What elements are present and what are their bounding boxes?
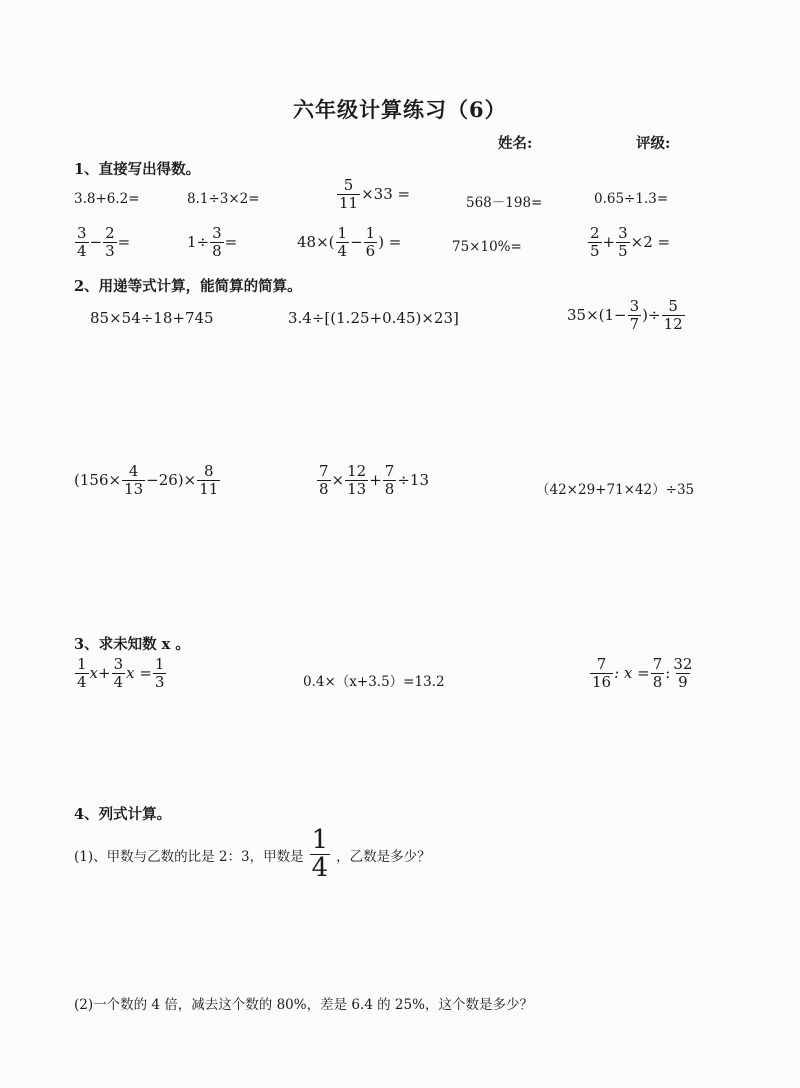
- section-4-title: 4、列式计算。: [74, 806, 172, 823]
- s1-item-7: 1÷ $\frac{3}{8}$ =: [187, 224, 238, 260]
- s2-expr-1: 85×54÷18+745: [90, 309, 214, 327]
- s4-problem-2: (2)一个数的 4 倍，减去这个数的 80%，差是 6.4 的 25%，这个数是多少？: [74, 997, 533, 1013]
- s3-expr-3: $\frac{7}{16}$ : x = $\frac{7}{8}$ : $\frac{32}{9}$: [592, 655, 693, 691]
- s1-item-6: $\frac{3}{4}$ − $\frac{2}{3}$ =: [77, 224, 131, 260]
- s1-item-5: 0.65÷1.3=: [594, 191, 669, 207]
- name-label: 姓名:: [498, 135, 533, 152]
- s2-expr-4: (156× $\frac{4}{13}$ −26)× $\frac{8}{11}$: [74, 462, 219, 498]
- s2-expr-3: 35×(1− $\frac{3}{7}$ )÷ $\frac{5}{12}$: [567, 297, 683, 333]
- s1-item-2: 8.1÷3×2=: [187, 191, 260, 207]
- page-title: 六年级计算练习（6）: [293, 97, 507, 122]
- section-1-title: 1、直接写出得数。: [74, 161, 201, 178]
- s3-expr-1: $\frac{1}{4}$ x+ $\frac{3}{4}$ x = $\frac{1}{3}$: [77, 655, 165, 691]
- s1-item-10: $\frac{2}{5}$ + $\frac{3}{5}$ ×2 =: [590, 224, 671, 260]
- s3-expr-2: 0.4×（x+3.5）=13.2: [303, 674, 445, 690]
- s1-item-3: $\frac{5}{11}$ ×33 =: [339, 176, 411, 212]
- fraction: $\frac{5}{11}$: [339, 176, 359, 212]
- grade-label: 评级:: [636, 135, 671, 152]
- s2-expr-2: 3.4÷[(1.25+0.45)×23]: [288, 309, 459, 327]
- section-2-title: 2、用递等式计算，能简算的简算。: [74, 278, 302, 295]
- s1-item-9: 75×10%=: [452, 239, 522, 255]
- s2-expr-5: $\frac{7}{8}$ × $\frac{12}{13}$ + $\frac{7}{8}$ ÷13: [319, 462, 429, 498]
- s1-item-4: 568－198=: [466, 195, 543, 211]
- s2-expr-6: （42×29+71×42）÷35: [536, 482, 695, 498]
- s1-item-1: 3.8+6.2=: [74, 191, 140, 207]
- section-3-title: 3、求未知数 x 。: [74, 636, 190, 653]
- s4-problem-1: (1)、甲数与乙数的比是 2：3，甲数是 $\frac{1}{4}$ ，乙数是多少？: [74, 825, 431, 884]
- s1-item-8: 48×( $\frac{1}{4}$ − $\frac{1}{6}$ ) =: [297, 224, 402, 260]
